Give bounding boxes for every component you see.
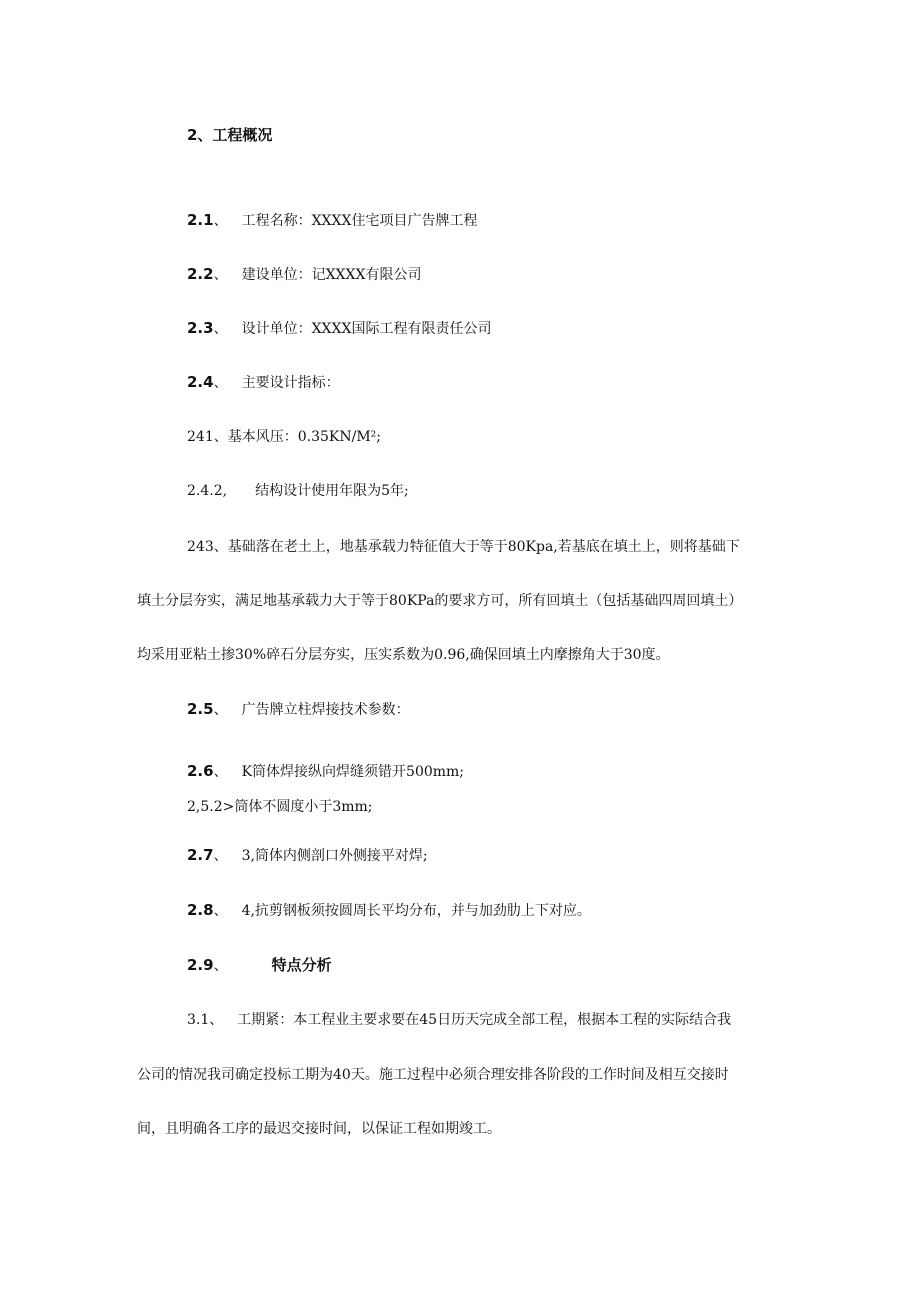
- item-2-7: [187, 846, 428, 865]
- paragraph-3-1-line-3: 间，且明确各工序的最迟交接时间，以保证工程如期竣工。: [137, 1121, 501, 1137]
- item-2-5: [187, 700, 410, 719]
- item-2-1: [187, 211, 477, 230]
- section-heading: 2、工程概况: [187, 126, 273, 144]
- paragraph-243-line-1: 243、基础落在老土上，地基承载力特征值大于等于80Kpa,若基底在填土上，则将基础下: [187, 539, 740, 555]
- item-text: 3,筒体内侧剖口外侧接平对焊;: [241, 848, 428, 864]
- paragraph-3-1-line-2: 公司的情况我司确定投标工期为40天。施工过程中必须合理安排各阶段的工作时间及相互交接时: [137, 1067, 729, 1083]
- item-2-4: [187, 373, 340, 392]
- item-separator: 、: [213, 848, 228, 864]
- item-2-6: [187, 762, 464, 781]
- item-2-8: [187, 901, 591, 920]
- paragraph-number: 3.1、: [187, 1012, 224, 1028]
- paragraph-3-1-line-1: [187, 1011, 731, 1029]
- sub-item-242: [187, 482, 409, 500]
- item-text: K筒体焊接纵向焊缝须错开500mm;: [241, 764, 465, 780]
- sub-item-252: 2,5.2>筒体不圆度小于3mm;: [187, 799, 373, 815]
- sub-item-number: 2.4.2,: [187, 483, 228, 499]
- item-text: 4,抗剪钢板须按圆周长平均分布，并与加劲肋上下对应。: [241, 903, 591, 919]
- item-number: 2.1: [187, 211, 214, 229]
- item-number: 2.7: [187, 846, 214, 864]
- item-number: 2.2: [187, 265, 214, 283]
- item-number: 2.8: [187, 901, 214, 919]
- item-number: 2.5: [187, 700, 214, 718]
- item-text: 广告牌立柱焊接技术参数：: [241, 702, 410, 718]
- item-separator: 、: [213, 702, 228, 718]
- paragraph-text: 工期紧：本工程业主要求要在45日历天完成全部工程，根据本工程的实际结合我: [237, 1012, 732, 1028]
- item-number: 2.6: [187, 762, 214, 780]
- paragraph-243-line-3: 均采用亚粘土掺30%碎石分层夯实，压实系数为0.96,确保回填土内摩擦角大于30度。: [137, 647, 670, 663]
- item-text: 特点分析: [271, 956, 332, 974]
- item-separator: 、: [213, 375, 228, 391]
- item-separator: 、: [213, 213, 228, 229]
- item-number: 2.9: [187, 956, 214, 974]
- item-text: 工程名称：XXXX住宅项目广告牌工程: [241, 213, 478, 229]
- paragraph-243-line-2: 填土分层夯实，满足地基承载力大于等于80KPa的要求方可，所有回填土（包括基础四周回填土）: [137, 593, 743, 609]
- item-separator: 、: [213, 267, 228, 283]
- item-number: 2.4: [187, 373, 214, 391]
- sub-item-text: 结构设计使用年限为5年;: [255, 483, 409, 499]
- item-separator: 、: [213, 903, 228, 919]
- item-text: 建设单位：记XXXX有限公司: [241, 267, 422, 283]
- sub-item-241: 241、基本风压：0.35KN/M²;: [187, 429, 381, 445]
- item-separator: 、: [213, 321, 228, 337]
- item-2-9: [187, 956, 332, 975]
- item-text: 主要设计指标：: [241, 375, 340, 391]
- item-2-2: [187, 265, 421, 284]
- item-separator: 、: [213, 958, 228, 974]
- item-number: 2.3: [187, 319, 214, 337]
- item-separator: 、: [213, 764, 228, 780]
- item-text: 设计单位：XXXX国际工程有限责任公司: [241, 321, 492, 337]
- item-2-3: [187, 319, 491, 338]
